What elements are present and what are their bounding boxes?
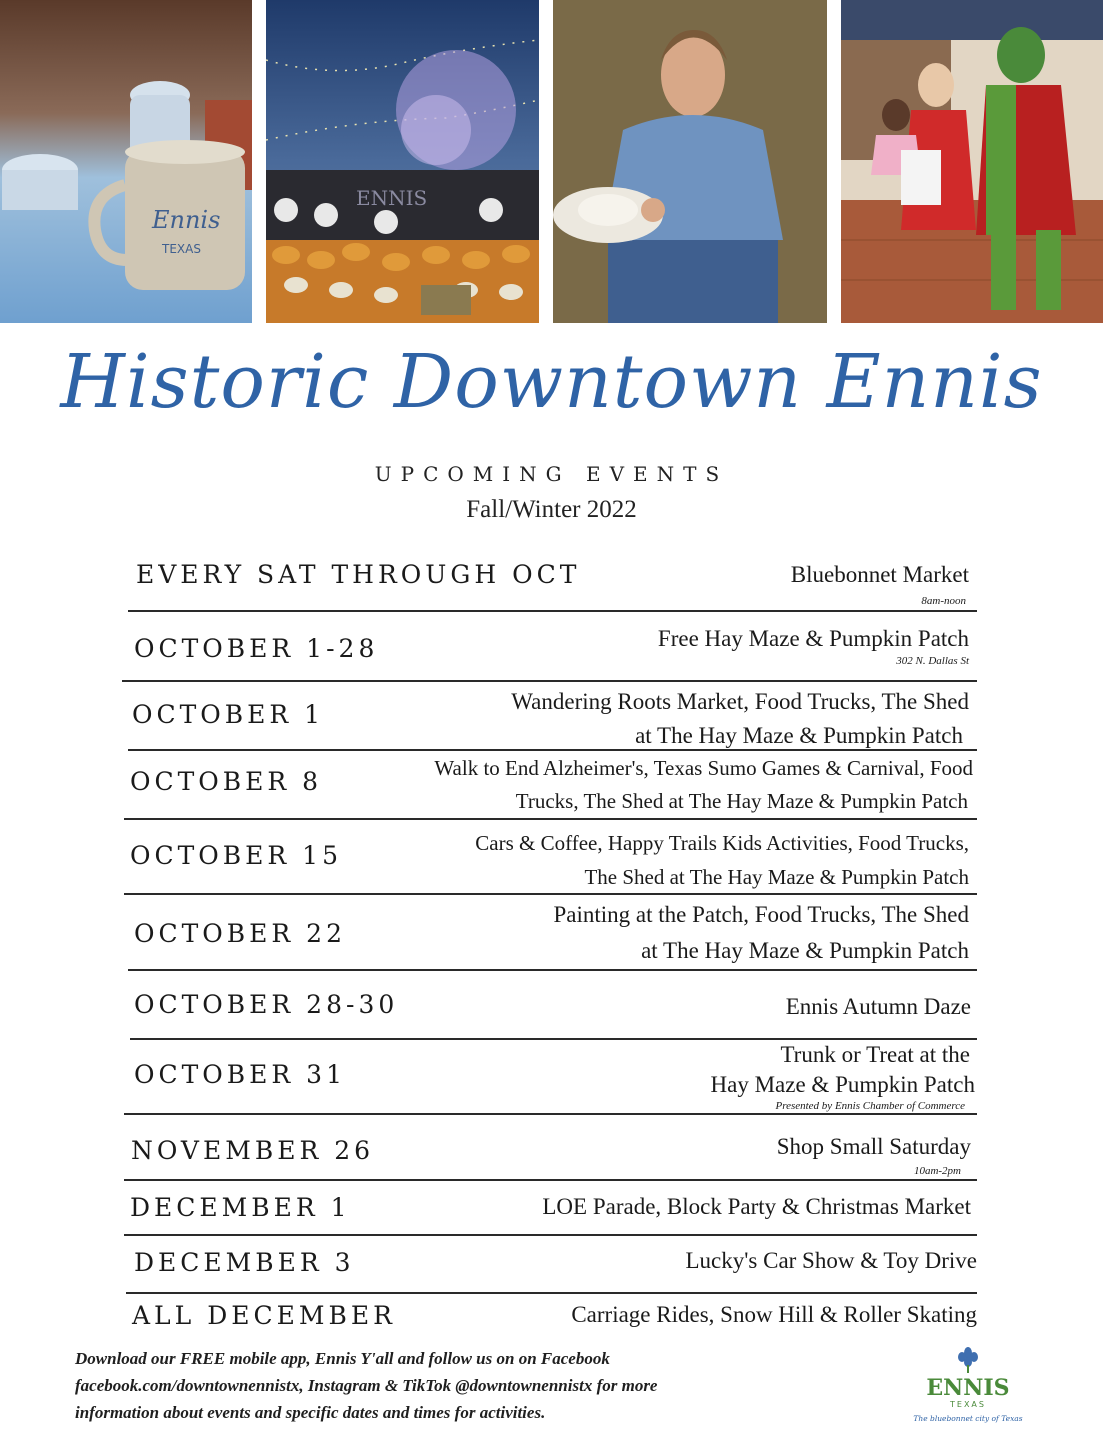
- divider: [122, 680, 977, 682]
- event-line: at The Hay Maze & Pumpkin Patch: [641, 938, 969, 963]
- event-line: Wandering Roots Market, Food Trucks, The Shed: [511, 689, 969, 714]
- event-title: [777, 1130, 971, 1164]
- event-row: [134, 897, 969, 967]
- svg-text:ENNIS: ENNIS: [926, 1375, 1010, 1401]
- event-date: DECEMBER 3: [134, 1248, 355, 1277]
- svg-text:Ennis: Ennis: [152, 206, 221, 234]
- event-date: OCTOBER 28-30: [134, 990, 399, 1019]
- event-line: Painting at the Patch, Food Trucks, The Shed: [553, 902, 969, 927]
- event-line: Bluebonnet Market: [790, 562, 969, 587]
- event-title: [711, 1040, 975, 1100]
- divider: [124, 818, 977, 820]
- event-row: [134, 1040, 975, 1114]
- event-title: [658, 622, 969, 656]
- event-date: ALL DECEMBER: [132, 1301, 396, 1330]
- event-date: DECEMBER 1: [130, 1193, 351, 1222]
- event-row: [134, 1244, 977, 1284]
- event-row: [130, 752, 973, 816]
- event-line: Ennis Autumn Daze: [785, 994, 971, 1019]
- event-title: [686, 1244, 978, 1278]
- page-title: Historic Downtown Ennis: [60, 339, 1043, 425]
- event-title: [786, 990, 971, 1024]
- divider: [124, 893, 977, 895]
- divider: [124, 1234, 977, 1236]
- pottery-mug-photo: [0, 0, 252, 323]
- event-row: [130, 826, 969, 892]
- musician-portrait-photo: [553, 0, 827, 323]
- event-title: [511, 685, 969, 753]
- divider: [124, 1179, 977, 1181]
- event-line: Cars & Coffee, Happy Trails Kids Activities, Food Trucks,: [475, 831, 969, 855]
- svg-text:ENNIS: ENNIS: [356, 186, 428, 210]
- event-date: OCTOBER 15: [130, 841, 342, 870]
- event-title: [791, 558, 969, 592]
- event-row: [136, 558, 969, 610]
- footer-line: Download our FREE mobile app, Ennis Y'all and follow us on on Facebook: [75, 1349, 610, 1368]
- event-note: 8am-noon: [921, 595, 966, 607]
- divider: [128, 969, 977, 971]
- event-date: OCTOBER 1-28: [134, 634, 379, 663]
- event-line: The Shed at The Hay Maze & Pumpkin Patch: [584, 865, 969, 889]
- event-line: Trunk or Treat at the: [780, 1042, 970, 1067]
- event-title: [571, 1298, 977, 1332]
- event-date: OCTOBER 31: [134, 1060, 346, 1089]
- event-date: OCTOBER 1: [132, 700, 325, 729]
- event-date: OCTOBER 8: [130, 767, 323, 796]
- event-date: OCTOBER 22: [134, 919, 346, 948]
- footer-line: information about events and specific dates and times for activities.: [75, 1403, 546, 1422]
- event-line: Carriage Rides, Snow Hill & Roller Skating: [571, 1302, 977, 1327]
- event-title: [554, 897, 970, 969]
- event-title: [475, 826, 969, 894]
- pumpkin-patch-photo: [266, 0, 539, 323]
- event-line: Lucky's Car Show & Toy Drive: [685, 1248, 977, 1273]
- svg-text:The bluebonnet city of Texas: The bluebonnet city of Texas: [913, 1414, 1023, 1423]
- bluebonnet-icon: [912, 1345, 1024, 1425]
- event-date: EVERY SAT THROUGH OCT: [136, 560, 581, 589]
- season-label: Fall/Winter 2022: [466, 496, 637, 523]
- event-row: [131, 1130, 971, 1178]
- event-line: Shop Small Saturday: [776, 1134, 971, 1159]
- event-line: Walk to End Alzheimer's, Texas Sumo Games & Carnival, Food: [434, 756, 973, 780]
- event-line: LOE Parade, Block Party & Christmas Market: [542, 1194, 971, 1219]
- event-date: NOVEMBER 26: [131, 1136, 375, 1165]
- divider: [124, 1113, 977, 1115]
- event-note: 302 N. Dallas St: [896, 655, 969, 667]
- event-line: Hay Maze & Pumpkin Patch: [710, 1072, 975, 1097]
- divider: [126, 1292, 977, 1294]
- svg-text:TEXAS: TEXAS: [162, 242, 201, 256]
- photo-strip: [0, 0, 1103, 323]
- ennis-logo: [912, 1345, 1024, 1425]
- divider: [128, 610, 977, 612]
- divider: [128, 749, 977, 751]
- event-title: [542, 1190, 971, 1224]
- svg-text:TEXAS: TEXAS: [950, 1400, 986, 1409]
- event-title: [434, 752, 973, 818]
- footer-line: facebook.com/downtownennistx, Instagram & TikTok @downtownennistx for more: [75, 1376, 658, 1395]
- event-note: 10am-2pm: [913, 1165, 961, 1177]
- event-row: [132, 685, 969, 747]
- event-line: Trucks, The Shed at The Hay Maze & Pumpkin Patch: [515, 789, 968, 813]
- event-row: [134, 620, 969, 680]
- footer-info: [75, 1345, 795, 1426]
- event-row: [134, 988, 971, 1028]
- event-row: [132, 1298, 977, 1338]
- page-subtitle: UPCOMING EVENTS: [374, 462, 729, 486]
- event-line: at The Hay Maze & Pumpkin Patch: [635, 723, 963, 748]
- grinch-characters-photo: [841, 0, 1103, 323]
- event-note: Presented by Ennis Chamber of Commerce: [775, 1100, 965, 1112]
- event-line: Free Hay Maze & Pumpkin Patch: [657, 626, 969, 651]
- event-row: [130, 1190, 971, 1230]
